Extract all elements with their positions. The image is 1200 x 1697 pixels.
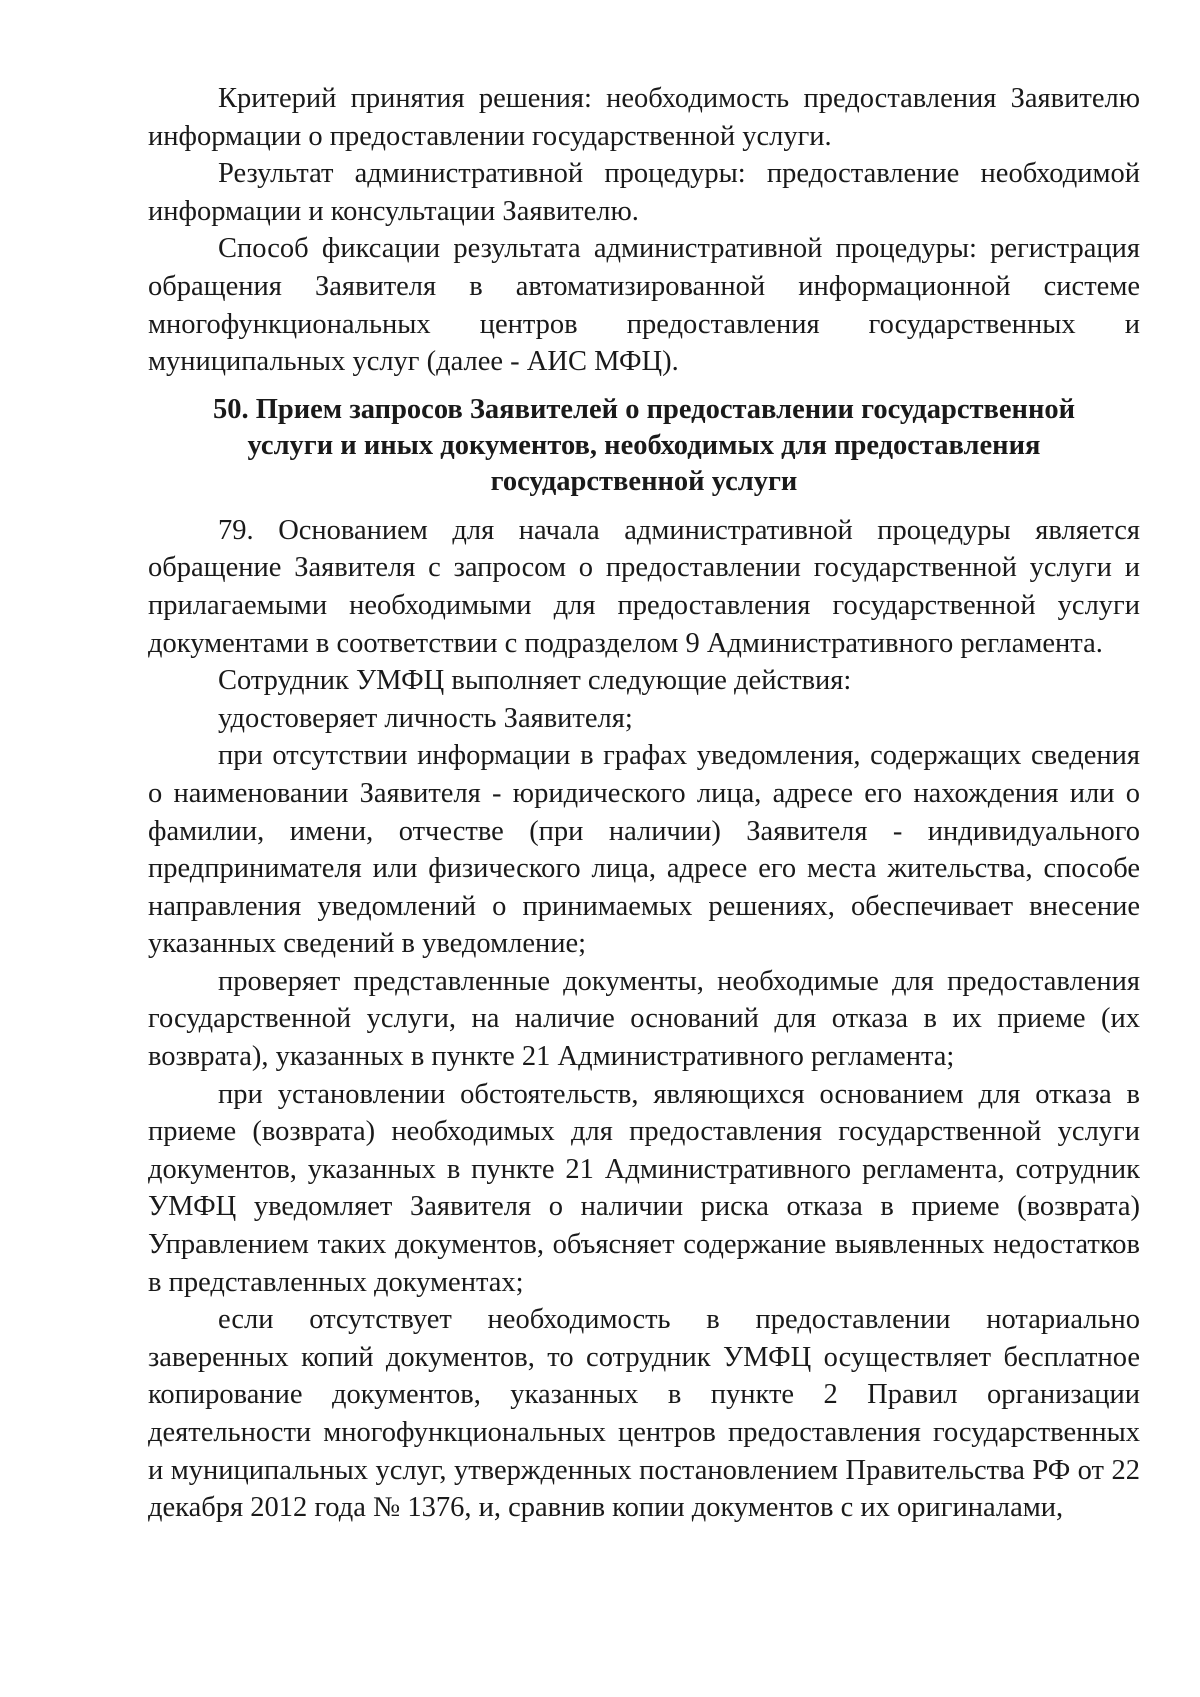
paragraph-employee-actions: Сотрудник УМФЦ выполняет следующие действия: [218, 665, 852, 697]
paragraph-refusal-risk: при установлении обстоятельств, являющихся основанием для отказа в приеме (возврата) необходимых для предоставления государственной услуги документов, указанных в пункте 21 Административного регламента, сотрудник УМФЦ уведомляет Заявителя о наличии риска отказа в приеме (возврата) Управлением таких документов, объясняет содержание выявленных недостатков в представленных документах; [148, 1078, 1140, 1298]
paragraph-decision-criterion: Критерий принятия решения: необходимость предоставления Заявителю информации о предоставлении государственной услуги. [148, 83, 1140, 152]
paragraph-free-copying: если отсутствует необходимость в предоставлении нотариально заверенных копий документов, то сотрудник УМФЦ осуществляет бесплатное копирование документов, указанных в пункте 2 Правил организации деятельности многофункциональных центров предоставления государственных и муниципальных услуг, утвержденных постановлением Правительства РФ от 22 декабря 2012 года № 1376, и, сравнив копии документов с их оригиналами, [148, 1304, 1140, 1524]
paragraph-79-grounds: 79. Основанием для начала административной процедуры является обращение Заявителя с запросом о предоставлении государственной услуги и прилагаемыми необходимыми для предоставления государственной услуги документами в соответствии с подразделом 9 Административного регламента. [148, 514, 1140, 659]
section-heading: 50. Прием запросов Заявителей о предоставлении государственной услуги и иных документов, необходимых для предоставления государственной услуги [212, 393, 1076, 497]
paragraph-procedure-result: Результат административной процедуры: предоставление необходимой информации и консультации Заявителю. [148, 158, 1140, 227]
document-body [148, 80, 1140, 1527]
paragraph-missing-info: при отсутствии информации в графах уведомления, содержащих сведения о наименовании Заявителя - юридического лица, адресе его нахождения или о фамилии, имени, отчестве (при наличии) Заявителя - индивидуального предпринимателя или физического лица, адресе его места жительства, способе направления уведомлений о принимаемых решениях, обеспечивает внесение указанных сведений в уведомление; [148, 740, 1140, 960]
paragraph-document-check: проверяет представленные документы, необходимые для предоставления государственной услуги, на наличие оснований для отказа в их приеме (их возврата), указанных в пункте 21 Административного регламента; [148, 965, 1140, 1073]
paragraph-identity-check: удостоверяет личность Заявителя; [218, 702, 633, 734]
paragraph-result-recording: Способ фиксации результата административной процедуры: регистрация обращения Заявителя в автоматизированной информационной системе многофункциональных центров предоставления государственных и муниципальных услуг (далее - АИС МФЦ). [148, 233, 1140, 378]
